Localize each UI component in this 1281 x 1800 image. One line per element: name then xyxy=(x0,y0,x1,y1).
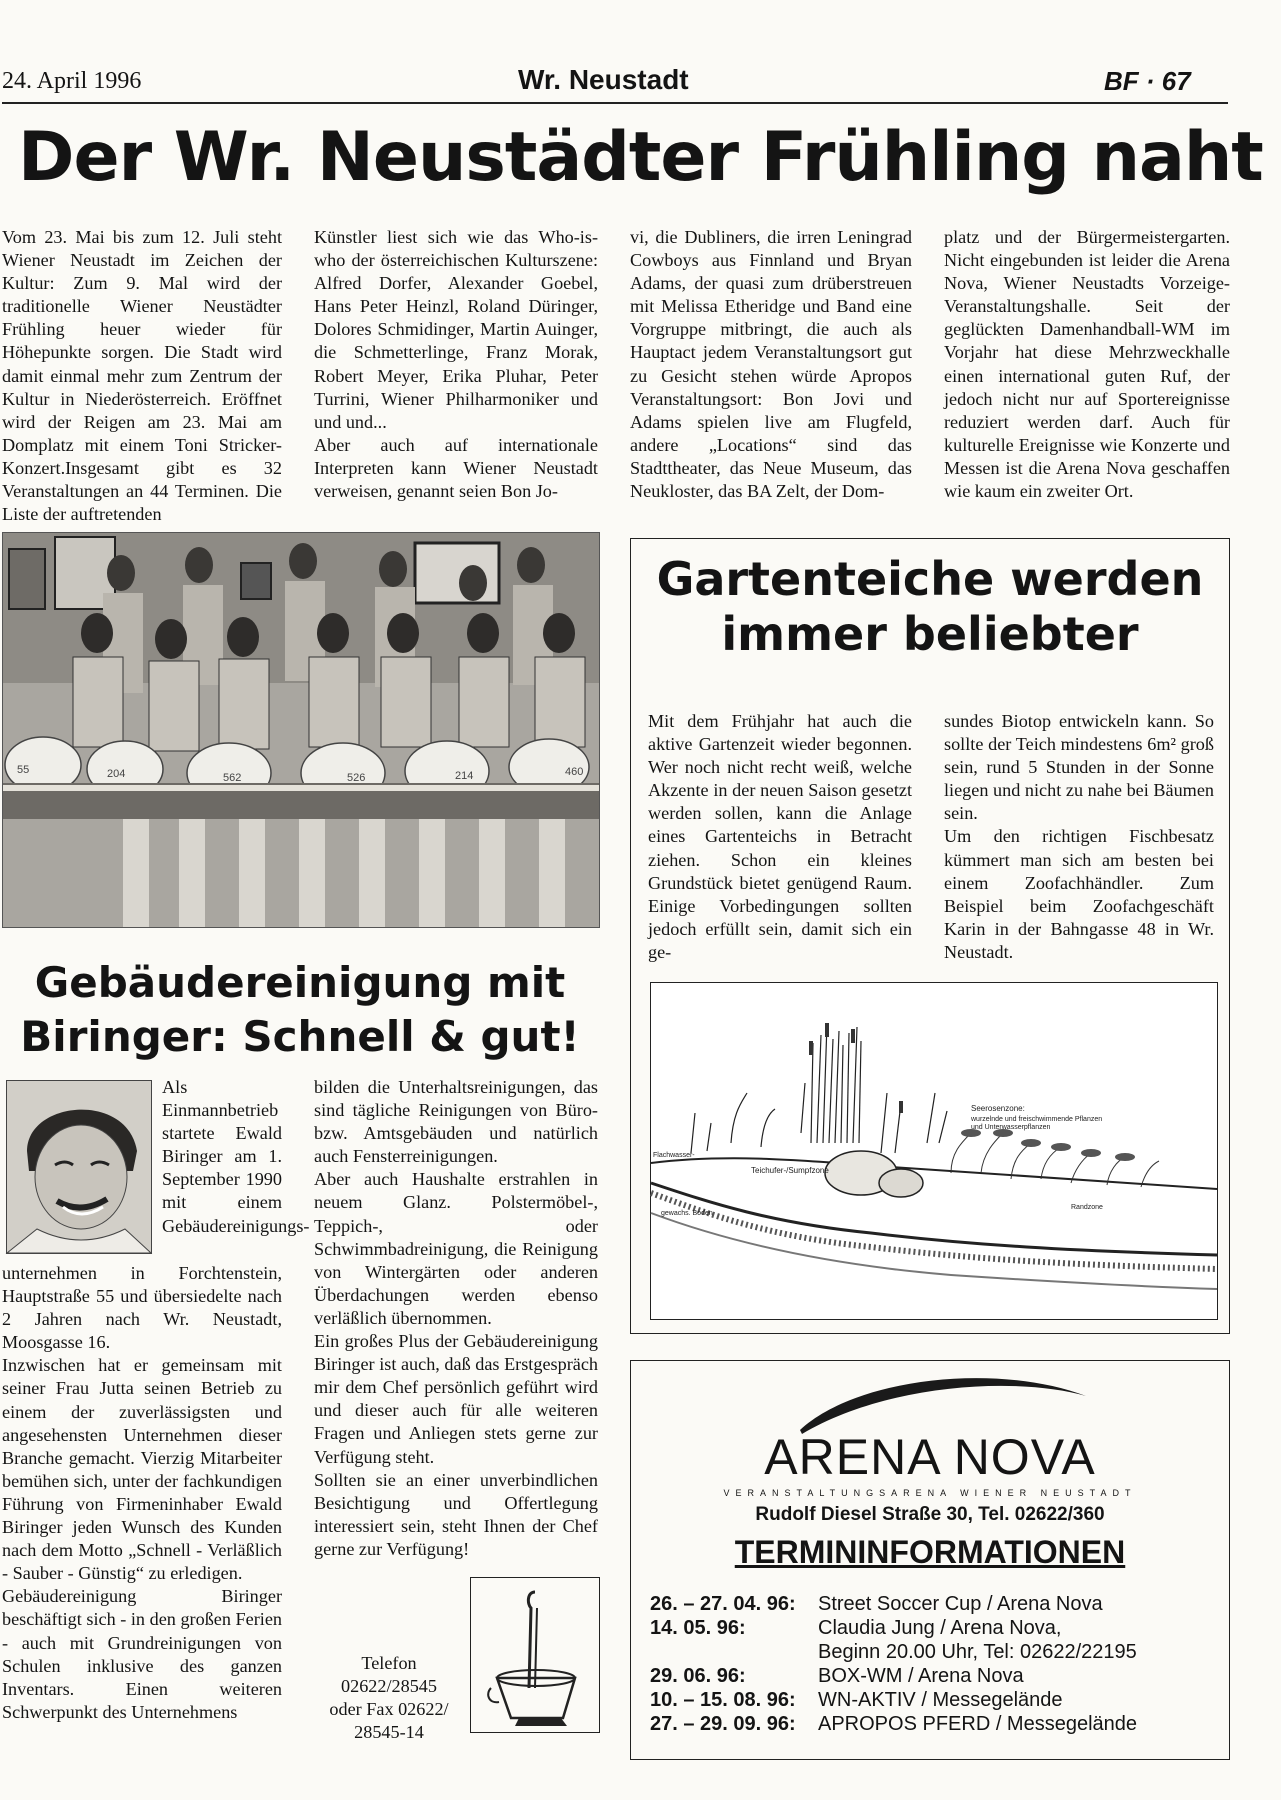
termin-list xyxy=(650,1592,1220,1752)
cleaning-column-1-narrow xyxy=(162,1076,310,1262)
termin-event: WN-AKTIV / Messegelände xyxy=(818,1689,1063,1711)
garden-headline-line-1: Gartenteiche werden xyxy=(656,552,1204,606)
arena-address: Rudolf Diesel Straße 30, Tel. 02622/360 xyxy=(755,1504,1105,1525)
portrait-illustration xyxy=(7,1081,151,1253)
lead-headline: Der Wr. Neustädter Frühling naht xyxy=(18,118,1263,197)
label-seerosenzone: Seerosenzone: xyxy=(971,1104,1025,1113)
drum-number-3: 562 xyxy=(223,772,242,784)
termin-date: 27. – 29. 09. 96: xyxy=(650,1713,796,1735)
cleaning-column-1-text-c: Gebäudereinigung Biringer beschäftigt sich - in den großen Ferien - auch mit Grundreinigungen von Schulen inklusive des ganzen Inventars. Einen weiteren Schwerpunkt des Unternehmens xyxy=(2,1586,282,1722)
lead-column-2-text-a: Künstler liest sich wie das Who-is-who der österreichischen Kulturszene: Alfred Dorfer, Alexander Goebel, Hans Peter Heinzl, Roland Düringer, Dolores Schmidinger, Martin Auinger, die Schmetterlinge, Franz Morak, Robert Meyer, Erika Pluhar, Peter Turrini, Wiener Philharmoniker und und und... xyxy=(314,227,598,432)
drum-number-1: 55 xyxy=(17,764,30,776)
label-sumpfzone: Teichufer-/Sumpfzone xyxy=(751,1166,829,1175)
drum-number-5: 214 xyxy=(455,770,474,782)
garden-column-2-text-a: sundes Biotop entwickeln kann. So sollte der Teich mindestens 6m² groß sein, rund 5 Stunden in der Sonne liegen und nicht zu nahe bei Bäumen sein. xyxy=(944,711,1214,824)
cleaning-column-1 xyxy=(2,1262,282,1756)
fax-label: oder Fax 02622/ xyxy=(329,1699,449,1720)
label-boden: gewachs. Boden xyxy=(661,1210,713,1217)
lead-column-2 xyxy=(314,226,598,528)
termin-date: 14. 05. 96: xyxy=(650,1617,746,1639)
lead-column-1-text: Vom 23. Mai bis zum 12. Juli steht Wiener Neustadt im Zeichen der Kultur: Zum 9. Mal wird der traditionelle Wiener Neustädter Frühling heuer wieder für Höhepunkte sorgen. Die Stadt wird damit einmal mehr zum Zentrum der Kultur in Niederösterreich. Eröffnet wird der Reigen am 23. Mai am Domplatz mit einem Toni Stricker-Konzert.Insgesamt gibt es 32 Veranstaltungen an 44 Terminen. Die Liste der auftretenden xyxy=(2,227,282,525)
termin-event: Street Soccer Cup / Arena Nova xyxy=(818,1593,1103,1615)
mop-bucket-icon xyxy=(471,1578,599,1732)
band-group-photo xyxy=(2,532,600,928)
termin-event: Claudia Jung / Arena Nova, xyxy=(818,1617,1062,1639)
phone-label: Telefon xyxy=(361,1653,417,1673)
garden-column-2 xyxy=(944,710,1214,968)
drum-number-6: 460 xyxy=(565,766,584,778)
termin-date: 29. 06. 96: xyxy=(650,1665,746,1687)
lead-column-2-text-b: Aber auch auf internationale Interpreten kann Wiener Neustadt verweisen, genannt seien Bon Jo- xyxy=(314,434,598,502)
cleaning-column-2-text-a: bilden die Unterhaltsreinigungen, das sind tägliche Reinigungen von Büro- bzw. Amtsgebäuden und natürlich auch Fensterreinigungen. xyxy=(314,1077,598,1167)
termin-event: APROPOS PFERD / Messegelände xyxy=(818,1713,1138,1735)
cleaning-headline-line-2: Biringer: Schnell & gut! xyxy=(20,1012,580,1061)
lead-column-1 xyxy=(2,226,282,528)
drum-number-4: 526 xyxy=(347,772,366,784)
page-number: BF · 67 xyxy=(1104,66,1191,96)
pond-diagram xyxy=(650,982,1218,1320)
termin-title: TERMININFORMATIONEN xyxy=(734,1534,1126,1570)
phone-number: 02622/28545 xyxy=(341,1676,437,1697)
label-seerosenzone-underwater: und Unterwasserpflanzen xyxy=(971,1124,1051,1131)
cleaning-logo-box xyxy=(470,1577,600,1733)
lead-column-4 xyxy=(944,226,1230,528)
cleaning-column-1-narrow-text: Als Einmannbetrieb startete Ewald Biringer am 1. September 1990 mit einem Gebäudereinigungs- xyxy=(162,1077,310,1236)
cleaning-column-1-text-b: Inzwischen hat er gemeinsam mit seiner Frau Jutta seinen Betrieb zu einem der zuverlässigsten und angesehensten Unternehmen dieser Branche gemacht. Vierzig Mitarbeiter bemühen sich, unter der fachkundigen Führung von Firmeninhaber Ewald Biringer jeden Wunsch des Kunden nach dem Motto „Schnell - Verläßlich - Sauber - Günstig“ zu erledigen. xyxy=(2,1355,282,1584)
garden-headline xyxy=(632,552,1228,662)
cleaning-column-2-text-d: Sollten sie an einer unverbindlichen Besichtigung und Offertlegung interessiert sein, steht Ihnen der Chef gerne zur Verfügung! xyxy=(314,1469,598,1559)
drum-number-2: 204 xyxy=(107,768,126,780)
owner-portrait-photo xyxy=(6,1080,152,1254)
label-seerosenzone-plants: wurzelnde und freischwimmende Pflanzen xyxy=(971,1116,1103,1123)
cleaning-headline xyxy=(2,956,598,1064)
termin-event: BOX-WM / Arena Nova xyxy=(818,1665,1024,1687)
arena-subtitle: VERANSTALTUNGSARENA WIENER NEUSTADT xyxy=(723,1488,1137,1498)
header-rule xyxy=(2,102,1228,104)
cleaning-headline-line-1: Gebäudereinigung mit xyxy=(34,958,566,1007)
lead-column-3 xyxy=(630,226,912,528)
garden-column-1 xyxy=(648,710,912,968)
cleaning-column-1-text-a: unternehmen in Forchtenstein, Hauptstraße 55 und übersiedelte nach 2 Jahren nach Wr. Neustadt, Moosgasse 16. xyxy=(2,1263,282,1353)
cleaning-column-2-text-c: Ein großes Plus der Gebäudereinigung Biringer ist auch, daß das Erstgespräch mir dem Chef persönlich geführt wird und dieser auch für alle weiteren Fragen und Anliegen stets gerne zur Verfügung steht. xyxy=(314,1331,598,1467)
arena-name: ARENA NOVA xyxy=(764,1429,1096,1485)
termin-date: 10. – 15. 08. 96: xyxy=(650,1689,796,1711)
label-flachwasser: Flachwasser- xyxy=(653,1152,695,1159)
pond-cross-section-illustration xyxy=(651,983,1217,1319)
termin-event: Beginn 20.00 Uhr, Tel: 02622/22195 xyxy=(818,1641,1137,1663)
garden-column-2-text-b: Um den richtigen Fischbesatz kümmert man sich am besten bei einem Zoofachhändler. Zum Beispiel beim Zoofachgeschäft Karin in der Bahngasse 48 in Wr. Neustadt. xyxy=(944,826,1214,962)
lead-column-3-text: vi, die Dubliners, die irren Leningrad Cowboys aus Finnland und Bryan Adams, der quasi zum drüberstreuen mit Melissa Etheridge und Band eine Vorgruppe mitbringt, die auch als Hauptact jedem Veranstaltungsort gut zu Gesicht stehen würde Apropos Veranstaltungsort: Bon Jovi und Adams spielen live am Flugfeld, andere „Locations“ sind das Stadttheater, das Neue Museum, das Neukloster, das BA Zelt, der Dom- xyxy=(630,227,912,502)
band-photo-illustration xyxy=(3,533,599,927)
label-randzone: Randzone xyxy=(1071,1204,1103,1211)
cleaning-column-2-text-b: Aber auch Haushalte erstrahlen in neuem Glanz. Polstermöbel-, Teppich-, oder Schwimmbadreinigung, die Reinigung von Wintergärten oder anderen Überdachungen werden ebenso verläßlich übernommen. xyxy=(314,1169,598,1328)
cleaning-contact xyxy=(314,1652,464,1744)
garden-headline-line-2: immer beliebter xyxy=(721,607,1139,662)
cleaning-column-2 xyxy=(314,1076,598,1572)
section-title: Wr. Neustadt xyxy=(518,64,689,95)
fax-number: 28545-14 xyxy=(354,1722,424,1743)
issue-date: 24. April 1996 xyxy=(2,68,142,94)
lead-column-4-text: platz und der Bürgermeistergarten. Nicht eingebunden ist leider die Arena Nova, Wiener Neustadts Vorzeige-Veranstaltungshalle. Seit der geglückten Damenhandball-WM im Vorjahr hat diese Mehrzweckhalle einen international guten Ruf, der jedoch nicht nur auf Sportereignisse reduziert werden darf. Auch für kulturelle Ereignisse wie Konzerte und Messen ist die Arena Nova geschaffen wie kaum ein zweiter Ort. xyxy=(944,227,1230,502)
termin-date: 26. – 27. 04. 96: xyxy=(650,1593,796,1615)
garden-column-1-text: Mit dem Frühjahr hat auch die aktive Gartenzeit wieder begonnen. Wer noch nicht recht weiß, welche Akzente in der neuen Saison gesetzt werden sollen, kann die Anlage eines Gartenteichs in Betracht ziehen. Schon ein kleines Grundstück bietet genügend Raum. Einige Vorbedingungen sollten jedoch erfüllt sein, damit sich ein ge- xyxy=(648,711,912,962)
